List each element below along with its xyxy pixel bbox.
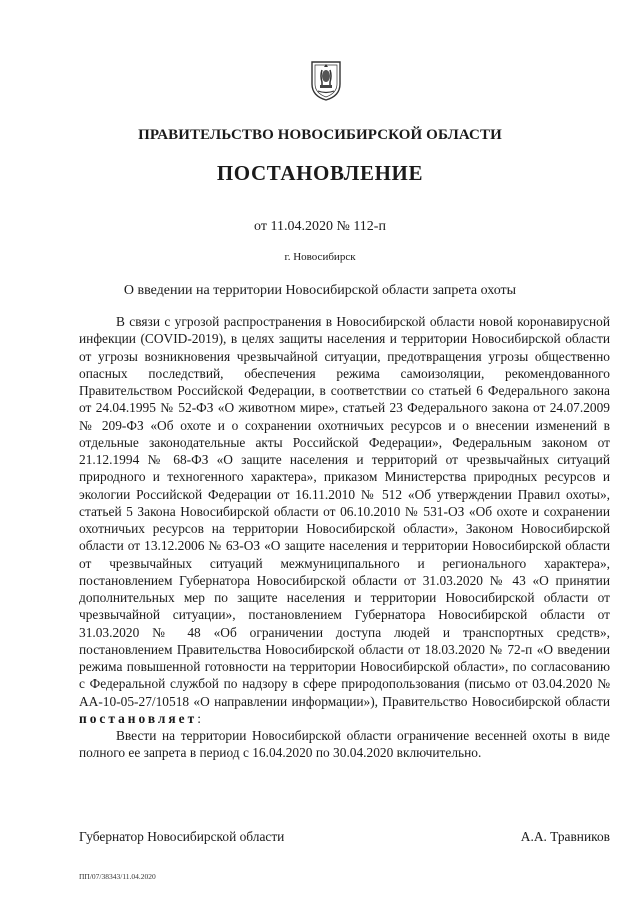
preamble-text: В связи с угрозой распространения в Новосибирской области новой коронавирусной инфекции (COVID-2019), в целях защиты населения и территории Новосибирской области от угрозы возникновения чрезвычайной ситуации, предотвращения угрозы общественно опасных последствий, обеспечения режима самоизоляции, рекомендованного Правительством Российской Федерации, в соответствии со статьей 6 Федерального закона от 24.04.1995 № 52-ФЗ «О животном мире», статьей 23 Федерального закона от 24.07.2009 № 209-ФЗ «Об охоте и о сохранении охотничьих ресурсов и о внесении изменений в отдельные законодательные акты Российской Федерации», Федеральным законом от 21.12.1994 № 68-ФЗ «О защите населения и территорий от чрезвычайных ситуаций природного и техногенного характера», приказом Министерства природных ресурсов и экологии Российской Федерации от 16.11.2010 № 512 «Об утверждении Правил охоты», статьей 5 Закона Новосибирской области от 06.10.2010 № 531-ОЗ «Об охоте и сохранении охотничьих ресурсов на территории Новосибирской области», Законом Новосибирской области от 13.12.2006 № 63-ОЗ «О защите населения и территории Новосибирской области от чрезвычайных ситуаций межмуниципального и регионального характера», постановлением Губернатора Новосибирской области от 31.03.2020 № 43 «О принятии дополнительных мер по защите населения и территории Новосибирской области от чрезвычайной ситуации», постановлением Губернатора Новосибирской области от 31.03.2020 № 48 «Об ограничении доступа людей и транспортных средств», постановлением Правительства Новосибирской области от 18.03.2020 № 72-п «О введении режима повышенной готовности на территории Новосибирской области», по согласованию с Федеральной службой по надзору в сфере природопользования (письмо от 03.04.2020 № АА-10-05-27/10518 «О направлении информации»), Правительство Новосибирской области — [79, 314, 610, 709]
document-type: ПОСТАНОВЛЕНИЕ — [216, 161, 424, 185]
signatory-position: Губернатор Новосибирской области — [79, 829, 285, 844]
government-title: ПРАВИТЕЛЬСТВО НОВОСИБИРСКОЙ ОБЛАСТИ — [138, 127, 502, 143]
body-paragraph-preamble — [79, 313, 610, 727]
decree-colon: : — [197, 710, 201, 726]
document-subject: О введении на территории Новосибирской области запрета охоты — [123, 283, 517, 298]
decree-word: постановляет — [79, 710, 198, 726]
document-registration-code: ПП/07/38343/11.04.2020 — [79, 872, 156, 881]
document-city: г. Новосибирск — [284, 251, 356, 263]
coat-of-arms-icon — [310, 60, 342, 102]
signatory-name: А.А. Травников — [520, 829, 610, 844]
document-body — [79, 313, 610, 762]
document-date-number: от 11.04.2020 № 112-п — [254, 219, 386, 234]
body-paragraph-decision: Ввести на территории Новосибирской области ограничение весенней охоты в виде полного ее запрета в период с 16.04.2020 по 30.04.2020 включительно. — [79, 728, 610, 761]
